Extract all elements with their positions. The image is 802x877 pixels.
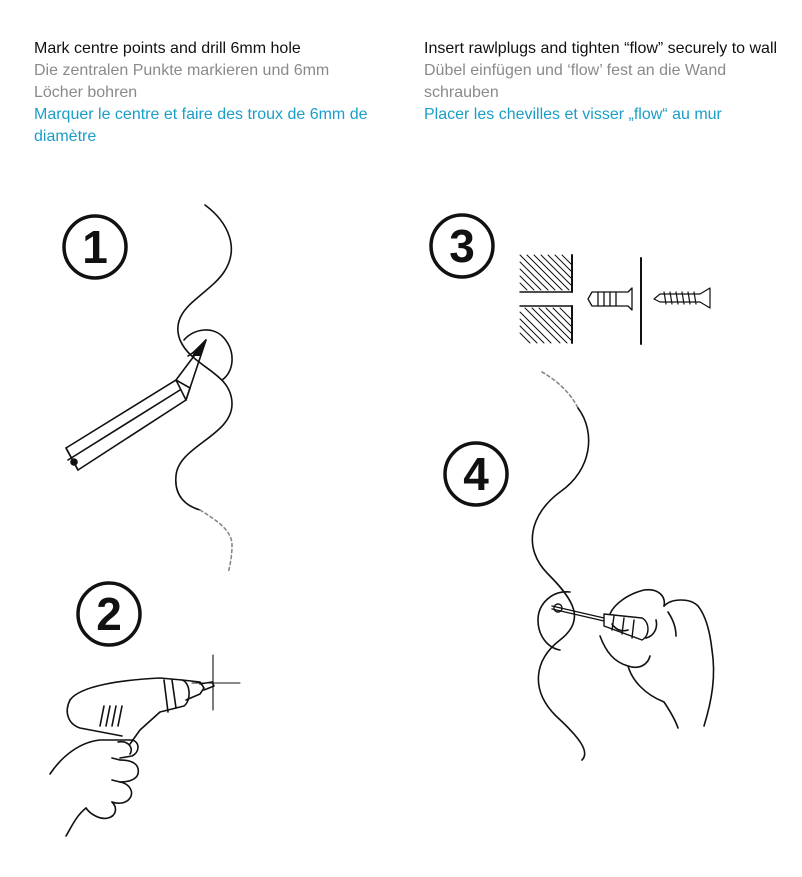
screw-icon [654, 288, 710, 308]
shelf-edge-wave-lower [532, 408, 588, 760]
step-4-number: 4 [463, 448, 489, 500]
instruction-right-english: Insert rawlplugs and tighten “flow” securely to wall [424, 40, 778, 57]
instruction-right-french: Placer les chevilles et visser „flow“ au mur [424, 106, 722, 123]
hand-holding-screwdriver [600, 590, 714, 728]
hand-holding-drill [50, 740, 138, 836]
drill-icon [67, 678, 214, 744]
step-1-number: 1 [82, 221, 108, 273]
shelf-edge-wave-dashed [200, 510, 232, 573]
fixing-circle [538, 592, 570, 650]
step-4-badge [445, 443, 507, 505]
wall-plug-icon [588, 288, 632, 310]
step-3-badge [431, 215, 493, 277]
instruction-left-french: Marquer le centre et faire des troux de 6mm de diamètre [34, 106, 368, 145]
instruction-left-german: Die zentralen Punkte markieren und 6mm Löcher bohren [34, 62, 330, 101]
step-2-badge [78, 583, 140, 645]
wall-section [520, 255, 572, 343]
step-3-number: 3 [449, 220, 475, 272]
instruction-right-german: Dübel einfügen und ‘flow’ fest an die Wand schrauben [424, 62, 727, 101]
pencil-icon [66, 340, 206, 470]
shelf-edge-wave [176, 205, 232, 510]
step-2-number: 2 [96, 588, 122, 640]
instruction-left-english: Mark centre points and drill 6mm hole [34, 40, 301, 57]
step-1-badge [64, 216, 126, 278]
shelf-edge-wave-dashed-top [542, 372, 578, 408]
